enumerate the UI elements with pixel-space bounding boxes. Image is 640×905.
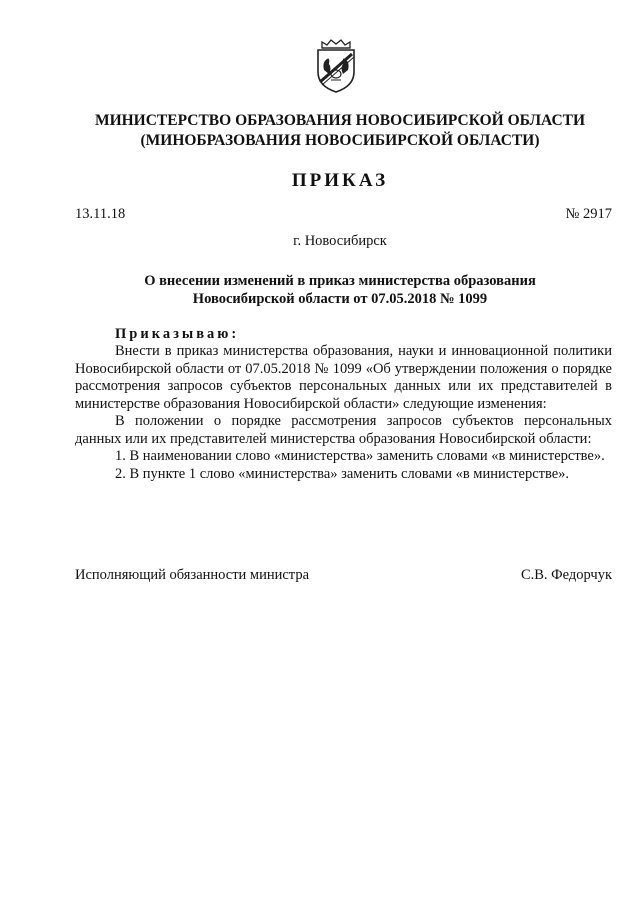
document-title: ПРИКАЗ [291,170,389,191]
order-city: г. Новосибирск [293,233,387,249]
ministry-name: МИНИСТЕРСТВО ОБРАЗОВАНИЯ НОВОСИБИРСКОЙ ОБЛАСТИ [94,112,586,129]
signer-name: С.В. Федорчук [520,567,612,583]
order-subject-line-1: О внесении изменений в приказ министерства образования [144,273,536,289]
order-subject-line-2: Новосибирской области от 07.05.2018 № 1099 [192,291,488,307]
body-paragraph: Внести в приказ министерства образования, науки и инновационной политики Новосибирской области от 07.05.2018 № 1099 «Об утверждении положения о порядке рассмотрения запросов субъектов персональных данных или их представителей в министерстве образования Новосибирской области» следующие изменения: [75,343,612,412]
order-number: № 2917 [565,206,612,222]
body-paragraph: В положении о порядке рассмотрения запросов субъектов персональных данных или их представителей министерства образования Новосибирской области: [75,413,612,447]
order-body [75,343,612,483]
signer-role: Исполняющий обязанности министра [75,567,310,583]
body-paragraph: 2. В пункте 1 слово «министерства» заменить словами «в министерстве». [115,465,570,482]
body-paragraph: 1. В наименовании слово «министерства» заменить словами «в министерстве». [115,448,605,464]
ministry-short-name: (МИНОБРАЗОВАНИЯ НОВОСИБИРСКОЙ ОБЛАСТИ) [140,132,540,149]
order-directive: Приказываю: [115,326,240,342]
novosibirsk-coat-of-arms-icon [313,38,359,94]
order-date: 13.11.18 [75,206,126,222]
